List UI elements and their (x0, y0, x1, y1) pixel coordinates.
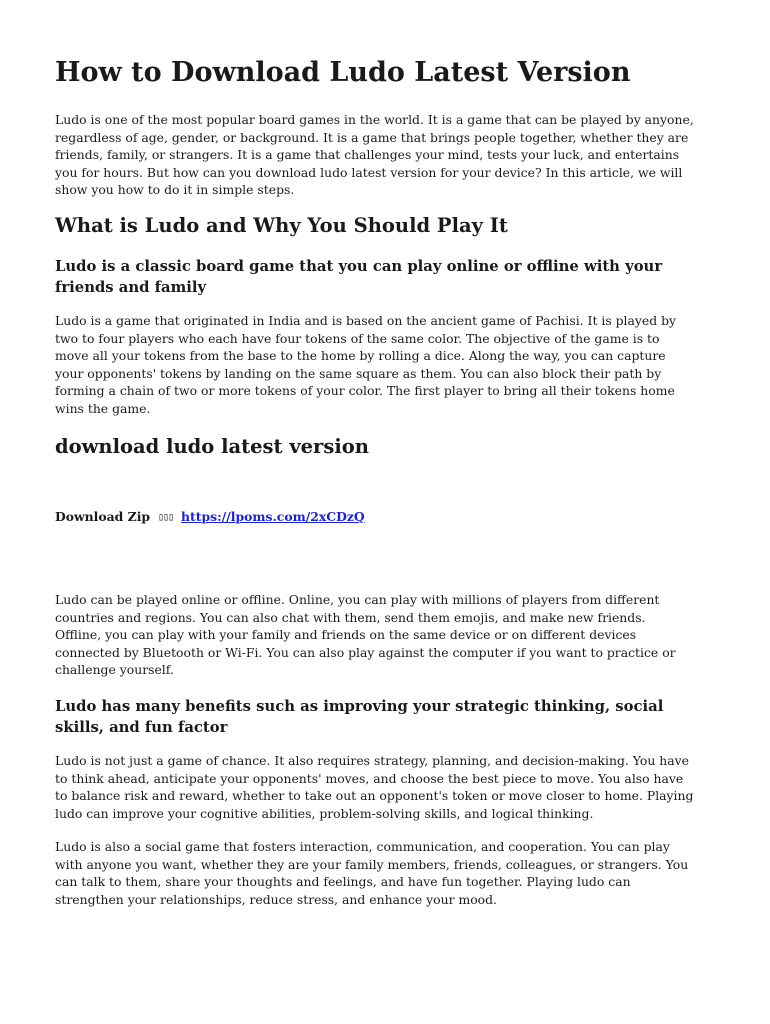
paragraph-line: Ludo is not just a game of chance. It also requires strategy, planning, and decision-making. You have (55, 753, 689, 768)
paragraph-line: your opponents' tokens by landing on the same square as them. You can also block their path by (55, 365, 662, 381)
section-heading-download: download ludo latest version (55, 435, 369, 458)
paragraph-line: to balance risk and reward, whether to take out an opponent's token or move closer to home. Playing (55, 788, 694, 804)
page-title: How to Download Ludo Latest Version (55, 57, 631, 88)
paragraph-line: Ludo is also a social game that fosters interaction, communication, and cooperation. You can play (55, 839, 670, 854)
paragraph-line: Offline, you can play with your family and friends on the same device or on different devices (55, 627, 637, 643)
paragraph-line: strengthen your relationships, reduce stress, and enhance your mood. (55, 891, 497, 907)
subheading-classic-board-game (55, 256, 720, 298)
paragraph-line: challenge yourself. (55, 662, 174, 678)
paragraph-line: can talk to them, share your thoughts and feelings, and have fun together. Playing ludo can (55, 874, 631, 890)
paragraph-line: forming a chain of two or more tokens of your color. The first player to bring all their tokens home (55, 383, 675, 399)
intro-line: friends, family, or strangers. It is a game that challenges your mind, tests your luck, and entertains (55, 147, 680, 163)
subheading-line: skills, and fun factor (55, 719, 228, 736)
online-offline-paragraph (55, 591, 720, 679)
intro-line: regardless of age, gender, or background. It is a game that brings people together, whether they are (55, 129, 689, 145)
social-paragraph (55, 838, 720, 908)
paragraph-line: ludo can improve your cognitive abilities, problem-solving skills, and logical thinking. (55, 805, 594, 821)
intro-line: you for hours. But how can you download ludo latest version for your device? In this article, we will (55, 164, 683, 180)
strategy-paragraph (55, 752, 720, 822)
subheading-line: Ludo is a classic board game that you can play online or offline with your (55, 258, 663, 275)
subheading-line: Ludo has many benefits such as improving your strategic thinking, social (55, 698, 664, 715)
paragraph-line: connected by Bluetooth or Wi-Fi. You can also play against the computer if you want to practice or (55, 644, 676, 660)
intro-line: show you how to do it in simple steps. (55, 182, 295, 198)
subheading-line: friends and family (55, 279, 207, 296)
paragraph-line: Ludo is a game that originated in India and is based on the ancient game of Pachisi. It is played by (55, 313, 677, 328)
paragraph-line: Ludo can be played online or offline. Online, you can play with millions of players from different (55, 592, 660, 607)
intro-line: Ludo is one of the most popular board games in the world. It is a game that can be played by anyone, (55, 112, 694, 127)
subheading-benefits (55, 696, 720, 738)
paragraph-line: two to four players who each have four tokens of the same color. The objective of the game is to (55, 330, 660, 346)
paragraph-line: move all your tokens from the base to the home by rolling a dice. Along the way, you can capture (55, 348, 666, 364)
origin-paragraph (55, 312, 720, 418)
paragraph-line: wins the game. (55, 400, 151, 416)
paragraph-line: to think ahead, anticipate your opponents' moves, and choose the best piece to move. You also have (55, 770, 684, 786)
paragraph-line: with anyone you want, whether they are your family members, friends, colleagues, or strangers. You (55, 856, 689, 872)
section-heading-what-is-ludo: What is Ludo and Why You Should Play It (55, 214, 508, 237)
download-zip-label: Download Zip (55, 509, 151, 524)
arrow-glyphs-icon: ▯▯▯ (158, 512, 174, 523)
intro-paragraph (55, 111, 720, 199)
download-link[interactable]: https://lpoms.com/2xCDzQ (181, 509, 365, 524)
download-row (55, 508, 365, 527)
paragraph-line: countries and regions. You can also chat with them, send them emojis, and make new friends. (55, 609, 646, 625)
